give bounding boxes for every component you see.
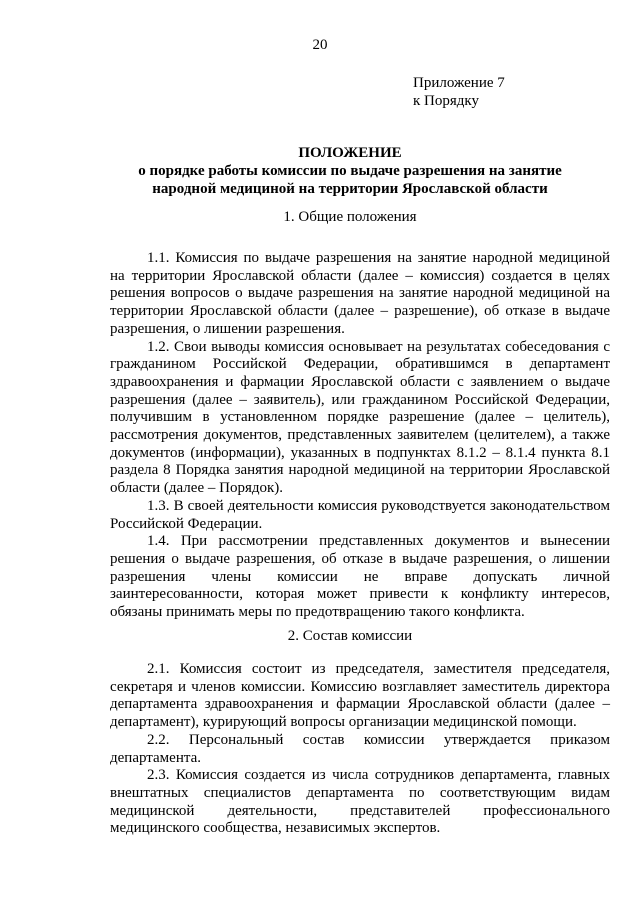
page-number: 20 [312,37,328,53]
paragraph-2-3: 2.3. Комиссия создается из числа сотрудников департамента, главных внештатных специалистов департамента по соответствующим видам медицинской деятельности, представителей профессионального медицинского сообщества, независимых экспертов. [110,767,610,837]
paragraph-1-2: 1.2. Свои выводы комиссия основывает на результатах собеседования с гражданином Российской Федерации, обратившимся в департамент здравоохранения и фармации Ярославской области с заявлением о выдаче разрешения (далее – заявитель), или гражданином Российской Федерации, получившим в установленном порядке разрешение (далее – целитель), рассмотрения документов, представленных заявителем (целителем), а также документов (информации), указанных в подпунктах 8.1.2 – 8.1.4 пункта 8.1 раздела 8 Порядка занятия народной медициной на территории Ярославской области (далее – Порядок). [110,338,610,497]
section-general-body [110,250,610,622]
appendix-line-2: к Порядку [413,93,479,109]
title-line-3: народной медициной на территории Ярославской области [152,181,548,197]
document-title [90,144,610,198]
section-heading-composition: 2. Состав комиссии [287,628,413,644]
paragraph-2-2: 2.2. Персональный состав комиссии утверждается приказом департамента. [110,731,610,766]
section-composition-body [110,661,610,838]
appendix-reference [413,74,505,110]
section-heading-general: 1. Общие положения [283,209,417,225]
paragraph-2-1: 2.1. Комиссия состоит из председателя, заместителя председателя, секретаря и членов комиссии. Комиссию возглавляет заместитель директора департамента здравоохранения и фармации Ярославской области (далее – департамент), курирующий вопросы организации медицинской помощи. [110,661,610,731]
paragraph-1-1: 1.1. Комиссия по выдаче разрешения на занятие народной медициной на территории Ярославской области (далее – комиссия) создается в целях решения вопросов о выдаче разрешения на занятие народной медициной на территории Ярославской области (далее – разрешение), об отказе в выдаче разрешения, о лишении разрешения. [110,250,610,337]
paragraph-1-3: 1.3. В своей деятельности комиссия руководствуется законодательством Российской Федерации. [110,497,610,532]
title-line-1: ПОЛОЖЕНИЕ [298,145,402,161]
paragraph-1-4: 1.4. При рассмотрении представленных документов и вынесении решения о выдаче разрешения, об отказе в выдаче разрешения, о лишении разрешения члены комиссии не вправе допускать личной заинтересованности, которая может привести к конфликту интересов, обязаны принимать меры по предотвращению такого конфликта. [110,533,610,621]
appendix-line-1: Приложение 7 [413,75,505,91]
title-line-2: о порядке работы комиссии по выдаче разрешения на занятие [138,163,562,179]
